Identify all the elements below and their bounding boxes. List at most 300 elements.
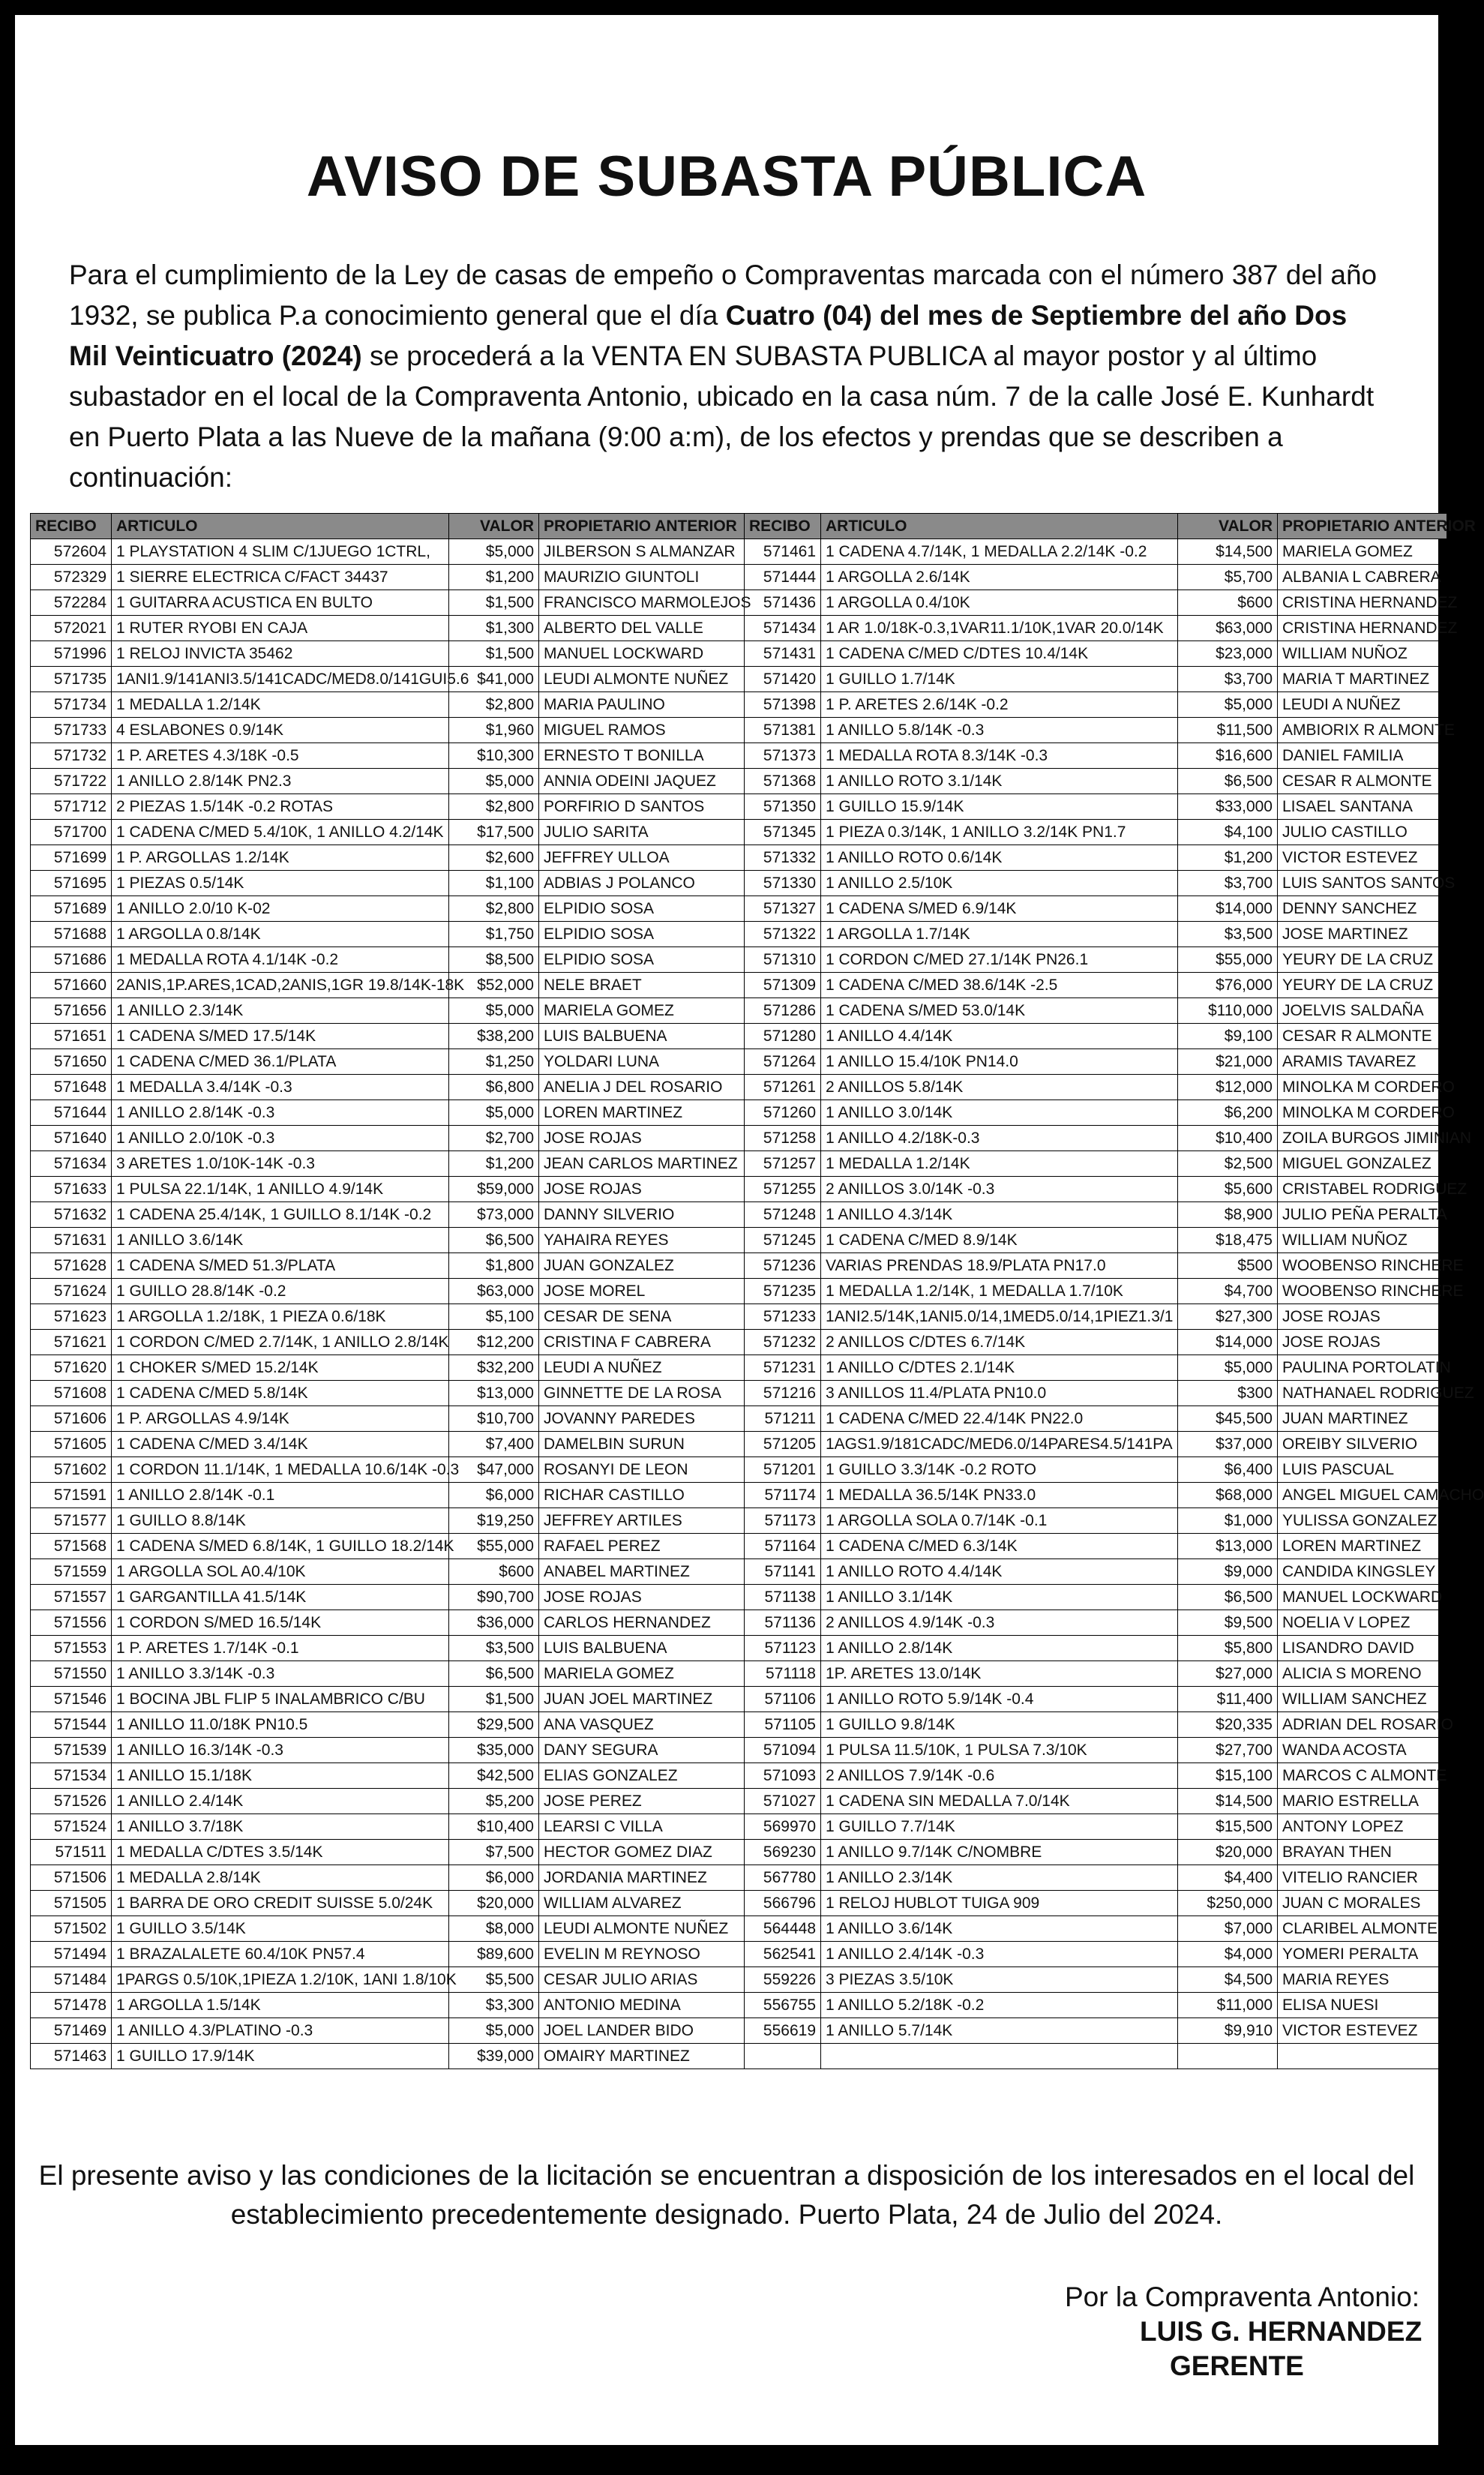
cell-recibo: 569230 [745, 1840, 821, 1865]
cell-articulo: 1 GUITARRA ACUSTICA EN BULTO [112, 590, 449, 616]
cell-valor: $1,960 [449, 718, 539, 743]
cell-recibo: 571556 [31, 1610, 112, 1636]
cell-propietario: WILLIAM ALVAREZ [539, 1891, 745, 1916]
cell-articulo: 1 GUILLO 3.5/14K [112, 1916, 449, 1942]
cell-propietario: LEUDI ALMONTE NUÑEZ [539, 1916, 745, 1942]
cell-recibo: 571231 [745, 1355, 821, 1381]
cell-recibo: 571216 [745, 1381, 821, 1406]
cell-propietario: ANTONIO MEDINA [539, 1993, 745, 2018]
cell-propietario: MARCOS C ALMONTE [1278, 1763, 1447, 1789]
cell-articulo: 1 CADENA C/MED 8.9/14K [821, 1228, 1178, 1253]
cell-recibo: 571506 [31, 1865, 112, 1891]
cell-valor: $11,500 [1178, 718, 1278, 743]
cell-propietario: ELPIDIO SOSA [539, 922, 745, 947]
cell-recibo: 571502 [31, 1916, 112, 1942]
table-row [31, 1738, 1447, 1763]
cell-propietario: WANDA ACOSTA [1278, 1738, 1447, 1763]
cell-articulo: 1 ANILLO 5.8/14K -0.3 [821, 718, 1178, 743]
cell-articulo: 2ANIS,1P.ARES,1CAD,2ANIS,1GR 19.8/14K-18K [112, 973, 449, 998]
cell-propietario: JOSE ROJAS [539, 1585, 745, 1610]
cell-propietario: CRISTINA HERNANDEZ [1278, 616, 1447, 641]
cell-recibo: 571602 [31, 1457, 112, 1483]
cell-propietario: DANIEL FAMILIA [1278, 743, 1447, 769]
cell-valor: $15,100 [1178, 1763, 1278, 1789]
cell-propietario: VITELIO RANCIER [1278, 1865, 1447, 1891]
cell-propietario: MARIA PAULINO [539, 692, 745, 718]
table-row [31, 1151, 1447, 1177]
cell-articulo: 1 CADENA C/MED 5.8/14K [112, 1381, 449, 1406]
cell-valor: $27,700 [1178, 1738, 1278, 1763]
cell-recibo: 571138 [745, 1585, 821, 1610]
cell-propietario: JOSE ROJAS [539, 1126, 745, 1151]
table-row [31, 743, 1447, 769]
cell-valor: $5,200 [449, 1789, 539, 1814]
cell-recibo: 567780 [745, 1865, 821, 1891]
cell-articulo: 1 ARGOLLA 2.6/14K [821, 565, 1178, 590]
header-valor: VALOR [1178, 514, 1278, 539]
cell-propietario: LUIS BALBUENA [539, 1024, 745, 1049]
cell-propietario: CANDIDA KINGSLEY [1278, 1559, 1447, 1585]
cell-articulo: 1 ARGOLLA SOLA 0.7/14K -0.1 [821, 1508, 1178, 1534]
cell-propietario: ELPIDIO SOSA [539, 947, 745, 973]
cell-propietario: JUAN GONZALEZ [539, 1253, 745, 1279]
cell-recibo: 571264 [745, 1049, 821, 1075]
cell-recibo: 562541 [745, 1942, 821, 1967]
cell-recibo: 571174 [745, 1483, 821, 1508]
cell-propietario: WILLIAM NUÑOZ [1278, 1228, 1447, 1253]
cell-valor: $33,000 [1178, 794, 1278, 820]
cell-propietario: MARIELA GOMEZ [539, 1661, 745, 1687]
cell-valor: $9,100 [1178, 1024, 1278, 1049]
cell-valor: $6,000 [449, 1865, 539, 1891]
cell-valor: $9,500 [1178, 1610, 1278, 1636]
cell-recibo: 571420 [745, 667, 821, 692]
cell-articulo: 1 ARGOLLA 0.8/14K [112, 922, 449, 947]
cell-propietario: MANUEL LOCKWARD [1278, 1585, 1447, 1610]
cell-recibo: 571524 [31, 1814, 112, 1840]
cell-propietario: CRISTINA HERNANDEZ [1278, 590, 1447, 616]
cell-propietario: JOELVIS SALDAÑA [1278, 998, 1447, 1024]
cell-valor: $4,000 [1178, 1942, 1278, 1967]
cell-propietario: MIGUEL RAMOS [539, 718, 745, 743]
cell-articulo: 1 GUILLO 3.3/14K -0.2 ROTO [821, 1457, 1178, 1483]
table-row [31, 1279, 1447, 1304]
cell-recibo: 571688 [31, 922, 112, 947]
cell-valor [1178, 2044, 1278, 2069]
table-row [31, 1049, 1447, 1075]
cell-valor: $1,750 [449, 922, 539, 947]
cell-propietario: JOEL LANDER BIDO [539, 2018, 745, 2044]
cell-propietario: MIGUEL GONZALEZ [1278, 1151, 1447, 1177]
cell-propietario: JOVANNY PAREDES [539, 1406, 745, 1432]
cell-recibo: 571236 [745, 1253, 821, 1279]
cell-articulo: 1 MEDALLA ROTA 8.3/14K -0.3 [821, 743, 1178, 769]
table-row [31, 1763, 1447, 1789]
intro-text-start: Para el cumplimiento de la Ley de casas de empeño o Compraventas marcada con el número 387 del año 1932, se publica P.a conocimiento general que el día [69, 260, 1378, 331]
cell-recibo: 572329 [31, 565, 112, 590]
cell-articulo: 1 MEDALLA ROTA 4.1/14K -0.2 [112, 947, 449, 973]
cell-recibo: 571260 [745, 1100, 821, 1126]
cell-recibo: 571650 [31, 1049, 112, 1075]
cell-recibo: 571511 [31, 1840, 112, 1865]
notice-page [15, 15, 1484, 2445]
cell-propietario: JEAN CARLOS MARTINEZ [539, 1151, 745, 1177]
cell-valor: $8,000 [449, 1916, 539, 1942]
cell-valor: $23,000 [1178, 641, 1278, 667]
cell-valor: $2,800 [449, 794, 539, 820]
cell-recibo: 571381 [745, 718, 821, 743]
cell-valor: $11,400 [1178, 1687, 1278, 1712]
cell-valor: $2,700 [449, 1126, 539, 1151]
table-row [31, 1636, 1447, 1661]
cell-propietario: MARIA REYES [1278, 1967, 1447, 1993]
table-row [31, 1483, 1447, 1508]
cell-recibo: 571996 [31, 641, 112, 667]
footer-line: El presente aviso y las condiciones de la licitación se encuentran a disposición de los interesados en el local del [38, 2160, 1415, 2191]
cell-articulo: 1 GUILLO 1.7/14K [821, 667, 1178, 692]
cell-valor: $1,500 [449, 590, 539, 616]
cell-recibo: 571631 [31, 1228, 112, 1253]
cell-articulo: 1 PIEZAS 0.5/14K [112, 871, 449, 896]
cell-propietario: OMAIRY MARTINEZ [539, 2044, 745, 2069]
cell-recibo: 559226 [745, 1967, 821, 1993]
cell-articulo: 1 GUILLO 9.8/14K [821, 1712, 1178, 1738]
cell-articulo: 4 ESLABONES 0.9/14K [112, 718, 449, 743]
cell-articulo: 1 MEDALLA 2.8/14K [112, 1865, 449, 1891]
header-propietario: PROPIETARIO ANTERIOR [539, 514, 745, 539]
table-row [31, 1687, 1447, 1712]
cell-propietario: JEFFREY ULLOA [539, 845, 745, 871]
table-row [31, 769, 1447, 794]
cell-valor: $5,500 [449, 1967, 539, 1993]
cell-articulo: 1 PULSA 22.1/14K, 1 ANILLO 4.9/14K [112, 1177, 449, 1202]
cell-propietario: ZOILA BURGOS JIMINIAN [1278, 1126, 1447, 1151]
cell-recibo: 571591 [31, 1483, 112, 1508]
cell-propietario: ERNESTO T BONILLA [539, 743, 745, 769]
table-row [31, 794, 1447, 820]
cell-recibo: 571257 [745, 1151, 821, 1177]
cell-articulo: 1 ANILLO 2.8/14K PN2.3 [112, 769, 449, 794]
table-row [31, 1865, 1447, 1891]
cell-articulo: 1 ANILLO 5.2/18K -0.2 [821, 1993, 1178, 2018]
cell-valor: $5,000 [449, 998, 539, 1024]
footer-line: establecimiento precedentemente designado. Puerto Plata, 24 de Julio del 2024. [230, 2199, 1223, 2230]
cell-propietario: JEFFREY ARTILES [539, 1508, 745, 1534]
cell-articulo: 2 ANILLOS 7.9/14K -0.6 [821, 1763, 1178, 1789]
table-row [31, 896, 1447, 922]
cell-valor: $3,700 [1178, 667, 1278, 692]
cell-recibo: 571628 [31, 1253, 112, 1279]
table-row [31, 1228, 1447, 1253]
signature-block [1065, 2280, 1425, 2384]
table-row [31, 692, 1447, 718]
cell-articulo: 2 ANILLOS C/DTES 6.7/14K [821, 1330, 1178, 1355]
cell-articulo: 1 P. ARGOLLAS 4.9/14K [112, 1406, 449, 1432]
cell-articulo: 1 PLAYSTATION 4 SLIM C/1JUEGO 1CTRL, [112, 539, 449, 565]
cell-recibo: 571027 [745, 1789, 821, 1814]
table-row [31, 2044, 1447, 2069]
cell-valor: $5,000 [1178, 692, 1278, 718]
auction-date: Cuatro (04) del mes de Septiembre del año Dos Mil Veinticuatro (2024) [69, 300, 1348, 371]
cell-recibo: 571280 [745, 1024, 821, 1049]
cell-valor: $2,500 [1178, 1151, 1278, 1177]
cell-valor: $10,300 [449, 743, 539, 769]
cell-propietario: JULIO PEÑA PERALTA [1278, 1202, 1447, 1228]
table-row [31, 820, 1447, 845]
cell-articulo: 1P. ARETES 13.0/14K [821, 1661, 1178, 1687]
cell-propietario: WILLIAM NUÑOZ [1278, 641, 1447, 667]
cell-valor: $5,100 [449, 1304, 539, 1330]
cell-valor: $1,500 [449, 641, 539, 667]
cell-propietario: MANUEL LOCKWARD [539, 641, 745, 667]
cell-articulo: 1 ANILLO 2.8/14K [821, 1636, 1178, 1661]
cell-valor: $14,000 [1178, 1330, 1278, 1355]
cell-valor: $1,200 [449, 565, 539, 590]
cell-recibo [745, 2044, 821, 2069]
cell-recibo: 571648 [31, 1075, 112, 1100]
cell-recibo: 571309 [745, 973, 821, 998]
cell-articulo: 1 ANILLO 4.4/14K [821, 1024, 1178, 1049]
cell-valor: $10,400 [449, 1814, 539, 1840]
cell-articulo: 1 AR 1.0/18K-0.3,1VAR11.1/10K,1VAR 20.0/14K [821, 616, 1178, 641]
table-row [31, 947, 1447, 973]
cell-recibo: 571732 [31, 743, 112, 769]
cell-articulo: 1 ANILLO 2.3/14K [821, 1865, 1178, 1891]
cell-articulo: 1 CADENA S/MED 53.0/14K [821, 998, 1178, 1024]
cell-recibo: 571534 [31, 1763, 112, 1789]
cell-valor: $5,700 [1178, 565, 1278, 590]
cell-propietario: YOMERI PERALTA [1278, 1942, 1447, 1967]
cell-recibo: 571461 [745, 539, 821, 565]
cell-articulo: 1 P. ARETES 4.3/18K -0.5 [112, 743, 449, 769]
cell-articulo: 1 ANILLO 15.4/10K PN14.0 [821, 1049, 1178, 1075]
cell-propietario: LISAEL SANTANA [1278, 794, 1447, 820]
table-row [31, 998, 1447, 1024]
table-row [31, 1610, 1447, 1636]
table-row [31, 1126, 1447, 1151]
cell-valor: $6,200 [1178, 1100, 1278, 1126]
cell-propietario: JORDANIA MARTINEZ [539, 1865, 745, 1891]
cell-articulo: 1 ARGOLLA 0.4/10K [821, 590, 1178, 616]
cell-valor: $600 [1178, 590, 1278, 616]
table-row [31, 1814, 1447, 1840]
table-row [31, 641, 1447, 667]
cell-propietario: MARIELA GOMEZ [539, 998, 745, 1024]
cell-propietario: ANNIA ODEINI JAQUEZ [539, 769, 745, 794]
cell-recibo: 571235 [745, 1279, 821, 1304]
cell-valor: $17,500 [449, 820, 539, 845]
table-header-row [31, 514, 1447, 539]
cell-articulo: 2 PIEZAS 1.5/14K -0.2 ROTAS [112, 794, 449, 820]
cell-valor: $3,300 [449, 1993, 539, 2018]
table-row [31, 1024, 1447, 1049]
table-row [31, 1712, 1447, 1738]
cell-articulo: 1 CORDON C/MED 2.7/14K, 1 ANILLO 2.8/14K [112, 1330, 449, 1355]
cell-propietario: WOOBENSO RINCHERE [1278, 1279, 1447, 1304]
cell-valor: $15,500 [1178, 1814, 1278, 1840]
cell-propietario: CLARIBEL ALMONTE [1278, 1916, 1447, 1942]
cell-valor: $42,500 [449, 1763, 539, 1789]
cell-valor: $4,100 [1178, 820, 1278, 845]
cell-articulo: 1ANI2.5/14K,1ANI5.0/14,1MED5.0/14,1PIEZ1.3/1 [821, 1304, 1178, 1330]
cell-articulo: 1 ANILLO 3.6/14K [821, 1916, 1178, 1942]
header-recibo: RECIBO [745, 514, 821, 539]
cell-articulo: 1 GUILLO 17.9/14K [112, 2044, 449, 2069]
cell-articulo: 1 CADENA C/MED 22.4/14K PN22.0 [821, 1406, 1178, 1432]
cell-propietario: NELE BRAET [539, 973, 745, 998]
cell-recibo: 571557 [31, 1585, 112, 1610]
cell-recibo: 571621 [31, 1330, 112, 1355]
cell-valor: $52,000 [449, 973, 539, 998]
cell-recibo: 571505 [31, 1891, 112, 1916]
cell-recibo: 556619 [745, 2018, 821, 2044]
cell-recibo: 556755 [745, 1993, 821, 2018]
cell-recibo: 571712 [31, 794, 112, 820]
cell-valor: $21,000 [1178, 1049, 1278, 1075]
cell-valor: $6,000 [449, 1483, 539, 1508]
cell-propietario: YEURY DE LA CRUZ [1278, 947, 1447, 973]
notice-title: AVISO DE SUBASTA PÚBLICA [306, 145, 1147, 208]
cell-recibo: 571484 [31, 1967, 112, 1993]
cell-recibo: 571350 [745, 794, 821, 820]
cell-valor: $63,000 [1178, 616, 1278, 641]
cell-valor: $6,500 [449, 1661, 539, 1687]
cell-recibo: 571123 [745, 1636, 821, 1661]
cell-recibo: 571332 [745, 845, 821, 871]
cell-articulo: 1 CORDON S/MED 16.5/14K [112, 1610, 449, 1636]
cell-recibo: 571546 [31, 1687, 112, 1712]
cell-recibo: 571733 [31, 718, 112, 743]
cell-propietario: WILLIAM SANCHEZ [1278, 1687, 1447, 1712]
cell-valor: $68,000 [1178, 1483, 1278, 1508]
table-row [31, 1661, 1447, 1687]
cell-recibo: 571634 [31, 1151, 112, 1177]
cell-articulo: 1 ANILLO 2.4/14K [112, 1789, 449, 1814]
cell-articulo: 1 SIERRE ELECTRICA C/FACT 34437 [112, 565, 449, 590]
cell-propietario: LEARSI C VILLA [539, 1814, 745, 1840]
cell-articulo: 1 ANILLO 11.0/18K PN10.5 [112, 1712, 449, 1738]
cell-recibo: 571632 [31, 1202, 112, 1228]
cell-propietario: ANELIA J DEL ROSARIO [539, 1075, 745, 1100]
cell-articulo: 1 MEDALLA 1.2/14K [112, 692, 449, 718]
cell-valor: $18,475 [1178, 1228, 1278, 1253]
cell-propietario: ANABEL MARTINEZ [539, 1559, 745, 1585]
cell-articulo: 1 CADENA C/MED 3.4/14K [112, 1432, 449, 1457]
cell-articulo: 1 ANILLO ROTO 5.9/14K -0.4 [821, 1687, 1178, 1712]
cell-recibo: 569970 [745, 1814, 821, 1840]
table-row [31, 718, 1447, 743]
cell-recibo: 571478 [31, 1993, 112, 2018]
cell-valor: $2,800 [449, 896, 539, 922]
header-articulo: ARTICULO [112, 514, 449, 539]
cell-valor: $1,800 [449, 1253, 539, 1279]
cell-articulo: 1 CADENA C/MED 5.4/10K, 1 ANILLO 4.2/14K [112, 820, 449, 845]
cell-recibo: 571550 [31, 1661, 112, 1687]
signer-role: GERENTE [1170, 2350, 1304, 2381]
cell-valor: $47,000 [449, 1457, 539, 1483]
cell-propietario: JUAN C MORALES [1278, 1891, 1447, 1916]
table-row [31, 1253, 1447, 1279]
cell-recibo: 571608 [31, 1381, 112, 1406]
cell-recibo: 571606 [31, 1406, 112, 1432]
cell-articulo: 1 ANILLO 4.3/PLATINO -0.3 [112, 2018, 449, 2044]
cell-propietario: CARLOS HERNANDEZ [539, 1610, 745, 1636]
cell-recibo: 571722 [31, 769, 112, 794]
signature-intro: Por la Compraventa Antonio: [1065, 2282, 1420, 2312]
cell-propietario: NOELIA V LOPEZ [1278, 1610, 1447, 1636]
cell-recibo: 571261 [745, 1075, 821, 1100]
cell-valor: $5,000 [449, 1100, 539, 1126]
cell-propietario: YEURY DE LA CRUZ [1278, 973, 1447, 998]
cell-propietario: EVELIN M REYNOSO [539, 1942, 745, 1967]
cell-propietario: JOSE PEREZ [539, 1789, 745, 1814]
table-row [31, 1381, 1447, 1406]
cell-articulo: 1 CADENA C/MED C/DTES 10.4/14K [821, 641, 1178, 667]
cell-recibo: 571624 [31, 1279, 112, 1304]
cell-articulo: 3 PIEZAS 3.5/10K [821, 1967, 1178, 1993]
cell-recibo: 571164 [745, 1534, 821, 1559]
cell-recibo: 571205 [745, 1432, 821, 1457]
cell-recibo: 571255 [745, 1177, 821, 1202]
cell-recibo: 571330 [745, 871, 821, 896]
table-row [31, 1457, 1447, 1483]
cell-articulo: 1 MEDALLA 1.2/14K, 1 MEDALLA 1.7/10K [821, 1279, 1178, 1304]
cell-articulo: 2 ANILLOS 4.9/14K -0.3 [821, 1610, 1178, 1636]
cell-articulo: 1 ANILLO 2.8/14K -0.3 [112, 1100, 449, 1126]
cell-articulo: 1 ANILLO 3.6/14K [112, 1228, 449, 1253]
auction-items-table [30, 513, 1484, 2069]
cell-propietario: ARAMIS TAVAREZ [1278, 1049, 1447, 1075]
table-body [31, 539, 1484, 2069]
cell-valor: $110,000 [1178, 998, 1278, 1024]
table-row [31, 1559, 1447, 1585]
cell-recibo: 571695 [31, 871, 112, 896]
cell-propietario: ANTONY LOPEZ [1278, 1814, 1447, 1840]
signer-name: LUIS G. HERNANDEZ [1140, 2316, 1423, 2347]
cell-recibo: 571577 [31, 1508, 112, 1534]
cell-valor: $1,000 [1178, 1508, 1278, 1534]
cell-articulo: 1PARGS 0.5/10K,1PIEZA 1.2/10K, 1ANI 1.8/10K [112, 1967, 449, 1993]
cell-articulo: 1 CADENA 25.4/14K, 1 GUILLO 8.1/14K -0.2 [112, 1202, 449, 1228]
cell-propietario: ELISA NUESI [1278, 1993, 1447, 2018]
cell-valor: $11,000 [1178, 1993, 1278, 2018]
cell-propietario: MINOLKA M CORDERO [1278, 1075, 1447, 1100]
cell-articulo: 1 ANILLO 3.0/14K [821, 1100, 1178, 1126]
cell-propietario: CESAR JULIO ARIAS [539, 1967, 745, 1993]
cell-valor: $6,400 [1178, 1457, 1278, 1483]
cell-articulo: 1 ANILLO 5.7/14K [821, 2018, 1178, 2044]
cell-articulo: 1 ARGOLLA 1.7/14K [821, 922, 1178, 947]
cell-propietario: ALBERTO DEL VALLE [539, 616, 745, 641]
cell-recibo: 571644 [31, 1100, 112, 1126]
cell-valor: $76,000 [1178, 973, 1278, 998]
cell-valor: $4,500 [1178, 1967, 1278, 1993]
cell-valor: $1,200 [1178, 845, 1278, 871]
cell-valor: $73,000 [449, 1202, 539, 1228]
cell-propietario: JULIO CASTILLO [1278, 820, 1447, 845]
cell-propietario: RAFAEL PEREZ [539, 1534, 745, 1559]
table-row [31, 1993, 1447, 2018]
cell-propietario: VICTOR ESTEVEZ [1278, 2018, 1447, 2044]
cell-propietario: JOSE ROJAS [1278, 1304, 1447, 1330]
cell-articulo: 1 CORDON C/MED 27.1/14K PN26.1 [821, 947, 1178, 973]
table-row [31, 1585, 1447, 1610]
cell-valor: $10,400 [1178, 1126, 1278, 1151]
cell-valor: $19,250 [449, 1508, 539, 1534]
table-row [31, 1916, 1447, 1942]
cell-articulo: VARIAS PRENDAS 18.9/PLATA PN17.0 [821, 1253, 1178, 1279]
table-row [31, 1406, 1447, 1432]
